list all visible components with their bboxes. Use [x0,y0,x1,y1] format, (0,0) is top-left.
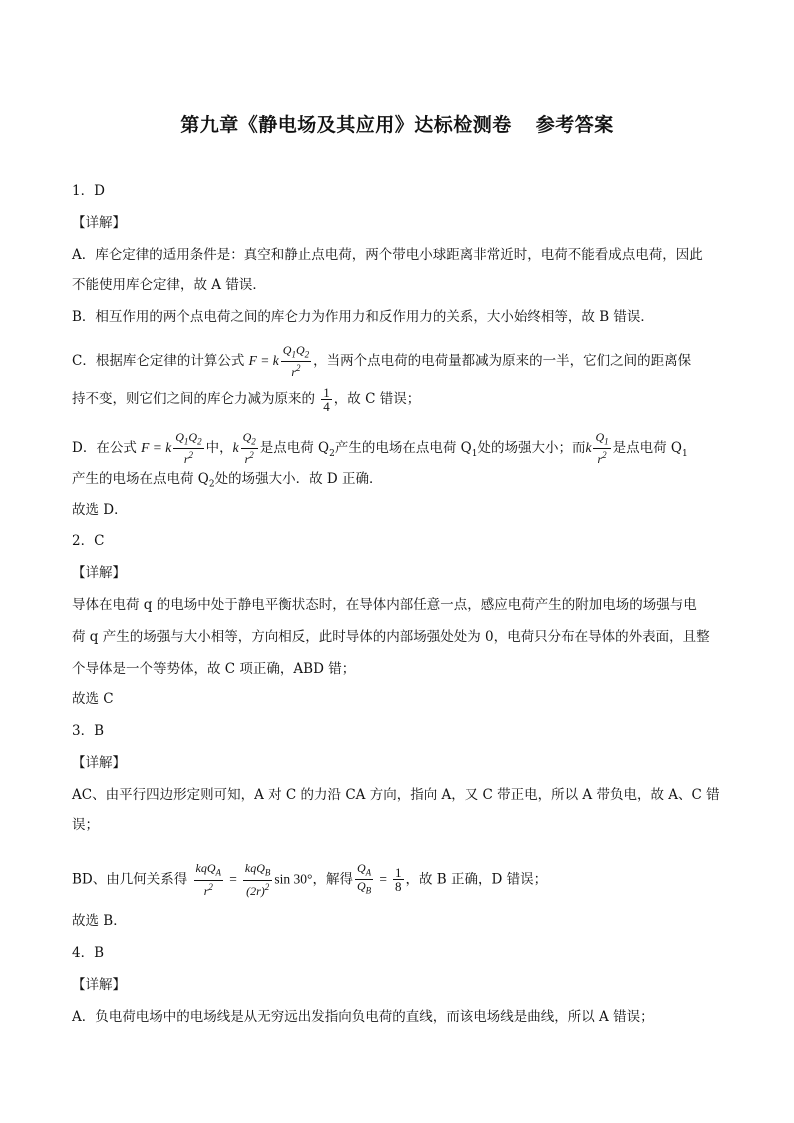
q2-line3: 个导体是一个等势体，故 C 项正确，ABD 错； [72,661,356,677]
q1-option-d-line1: D．在公式 F = k $\frac{Q_1Q_2}{r^2}$ 中，k $\frac{Q_2}{r^2}$ 是点电荷 $Q_2$产生的电场在点电荷 $Q_1$处的场强大小；而k $\frac{Q_1}{r^2}$ 是点电荷 $Q_1$ [72,430,688,467]
coulomb-fraction-d: $\frac{Q_1Q_2}{r^2}$ [175,430,202,467]
page-title [0,110,794,137]
q4-line1: A．负电荷电场中的电场线是从无穷远出发指向负电荷的直线，而该电场线是曲线，所以 A 错误； [72,1009,654,1025]
title-main: 第九章《静电场及其应用》达标检测卷 [180,114,512,136]
q2-answer: 2．C [72,533,105,549]
q1-option-d-line2: 产生的电场在点电荷 $Q_2$处的场强大小．故 D 正确． [72,471,383,490]
q1-option-b: B．相互作用的两个点电荷之间的库仑力为作用力和反作用力的关系，大小始终相等，故 B 错误． [72,309,654,325]
q1-option-c-line1: C．根据库仑定律的计算公式 F = k $\frac{Q_1Q_2}{r^2}$ ，当两个点电荷的电荷量都减为原来的一半，它们之间的距离保 [72,343,692,380]
q3-line2: 误； [72,817,99,833]
kqqb-fraction: $\frac{kqQ_B}{(2r)^2}$ [244,861,271,898]
q2-line1: 导体在电荷 q 的电场中处于静电平衡状态时，在导体内部任意一点，感应电荷产生的附加电场的场强与电 [72,597,697,613]
title-sub: 参考答案 [535,114,614,136]
q1-conclusion: 故选 D． [72,502,128,518]
q3-answer: 3．B [72,723,105,739]
coulomb-formula: F = k [248,353,279,369]
kqqa-fraction: $\frac{kqQ_A}{r^2}$ [195,861,222,898]
q1-detail-label: 【详解】 [72,215,126,231]
one-quarter-fraction: $\frac{1}{4}$ [323,385,330,414]
q3-line1: AC、由平行四边形定则可知，A 对 C 的力沿 CA 方向，指向 A，又 C 带正电，所以 A 带负电，故 A、C 错 [72,787,720,803]
q2-line2: 荷 q 产生的场强与大小相等，方向相反，此时导体的内部场强处处为 0，电荷只分布在导体的外表面，且整 [72,629,710,645]
field-q1-fraction: $\frac{Q_1}{r^2}$ [595,430,609,467]
q3-conclusion: 故选 B． [72,913,127,929]
q1-answer: 1．D [72,183,105,199]
q3-detail-label: 【详解】 [72,755,126,771]
q1-option-c-line2: 持不变，则它们之间的库仑力减为原来的 $\frac{1}{4}$ ，故 C 错误； [72,385,421,414]
qa-qb-fraction: $\frac{Q_A}{Q_B}$ [356,861,372,896]
q4-answer: 4．B [72,945,105,961]
q4-detail-label: 【详解】 [72,977,126,993]
q1-option-a-line2: 不能使用库仑定律，故 A 错误． [72,277,266,293]
field-q2-fraction: $\frac{Q_2}{r^2}$ [242,430,256,467]
q2-detail-label: 【详解】 [72,565,126,581]
q1-option-a-line1: A．库仑定律的适用条件是：真空和静止点电荷，两个带电小球距离非常近时，电荷不能看成点电荷，因此 [72,247,703,263]
one-eighth-fraction: $\frac{1}{8}$ [395,865,402,895]
coulomb-fraction: $\frac{Q_1Q_2}{r^2}$ [282,343,310,380]
q3-bd-line: BD、由几何关系得 $\frac{kqQ_A}{r^2}$ = $\frac{kqQ_B}{(2r)^2}$ sin 30°，解得 $\frac{Q_A}{Q_B}$ = $\frac{1}{8}$ ，故 B 正确，D 错误； [72,861,548,898]
q2-conclusion: 故选 C [72,691,114,707]
